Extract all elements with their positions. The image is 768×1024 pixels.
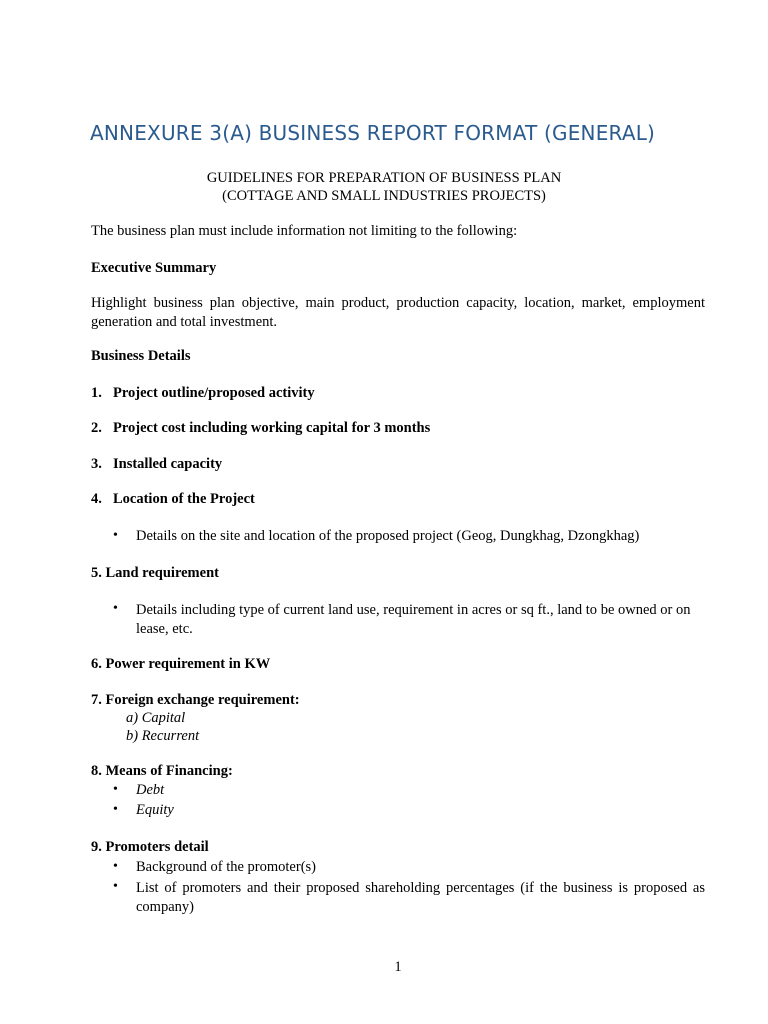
promoters-title: 9. Promoters detail [91, 839, 209, 855]
item-number-1: 1. [91, 385, 102, 401]
bullet-marker: • [113, 528, 118, 543]
intro-text: The business plan must include information not limiting to the following: [91, 223, 518, 239]
document-heading: ANNEXURE 3(A) BUSINESS REPORT FORMAT (GENERAL) [90, 121, 656, 145]
exec-summary-title: Executive Summary [91, 260, 217, 276]
bullet-marker: • [113, 782, 118, 797]
item-label-2: Project cost including working capital for 3 months [113, 420, 431, 436]
forex-title: 7. Foreign exchange requirement: [91, 692, 300, 708]
financing-bullet-equity: Equity [136, 802, 174, 818]
item-label-4: Location of the Project [113, 491, 255, 507]
location-bullet-text: Details on the site and location of the proposed project (Geog, Dungkhag, Dzongkhag) [136, 528, 640, 544]
item-label-1: Project outline/proposed activity [113, 385, 315, 401]
forex-sub-b: b) Recurrent [126, 728, 200, 744]
bullet-marker: • [113, 802, 118, 817]
power-title: 6. Power requirement in KW [91, 656, 271, 672]
financing-bullet-debt: Debt [136, 782, 165, 798]
bullet-marker: • [113, 859, 118, 874]
subtitle-line-1: GUIDELINES FOR PREPARATION OF BUSINESS PLAN [206, 170, 562, 186]
land-title: 5. Land requirement [91, 565, 219, 581]
item-number-3: 3. [91, 456, 102, 472]
bullet-marker: • [113, 879, 118, 894]
forex-sub-a: a) Capital [126, 710, 186, 726]
item-number-4: 4. [91, 491, 102, 507]
land-bullet-text: Details including type of current land use, requirement in acres or sq ft., land to be owned or on lease, etc. [136, 602, 705, 637]
item-number-2: 2. [91, 420, 102, 436]
promoters-bullet-2: List of promoters and their proposed shareholding percentages (if the business is proposed as company) [136, 880, 705, 915]
item-label-3: Installed capacity [113, 456, 223, 472]
financing-title: 8. Means of Financing: [91, 763, 233, 779]
business-details-title: Business Details [91, 348, 191, 364]
bullet-marker: • [113, 601, 118, 616]
exec-summary-body: Highlight business plan objective, main product, production capacity, location, market, employment generation and total investment. [91, 295, 705, 330]
promoters-bullet-1: Background of the promoter(s) [136, 859, 316, 875]
subtitle-line-2: (COTTAGE AND SMALL INDUSTRIES PROJECTS) [222, 188, 546, 204]
page-number: 1 [394, 959, 402, 975]
